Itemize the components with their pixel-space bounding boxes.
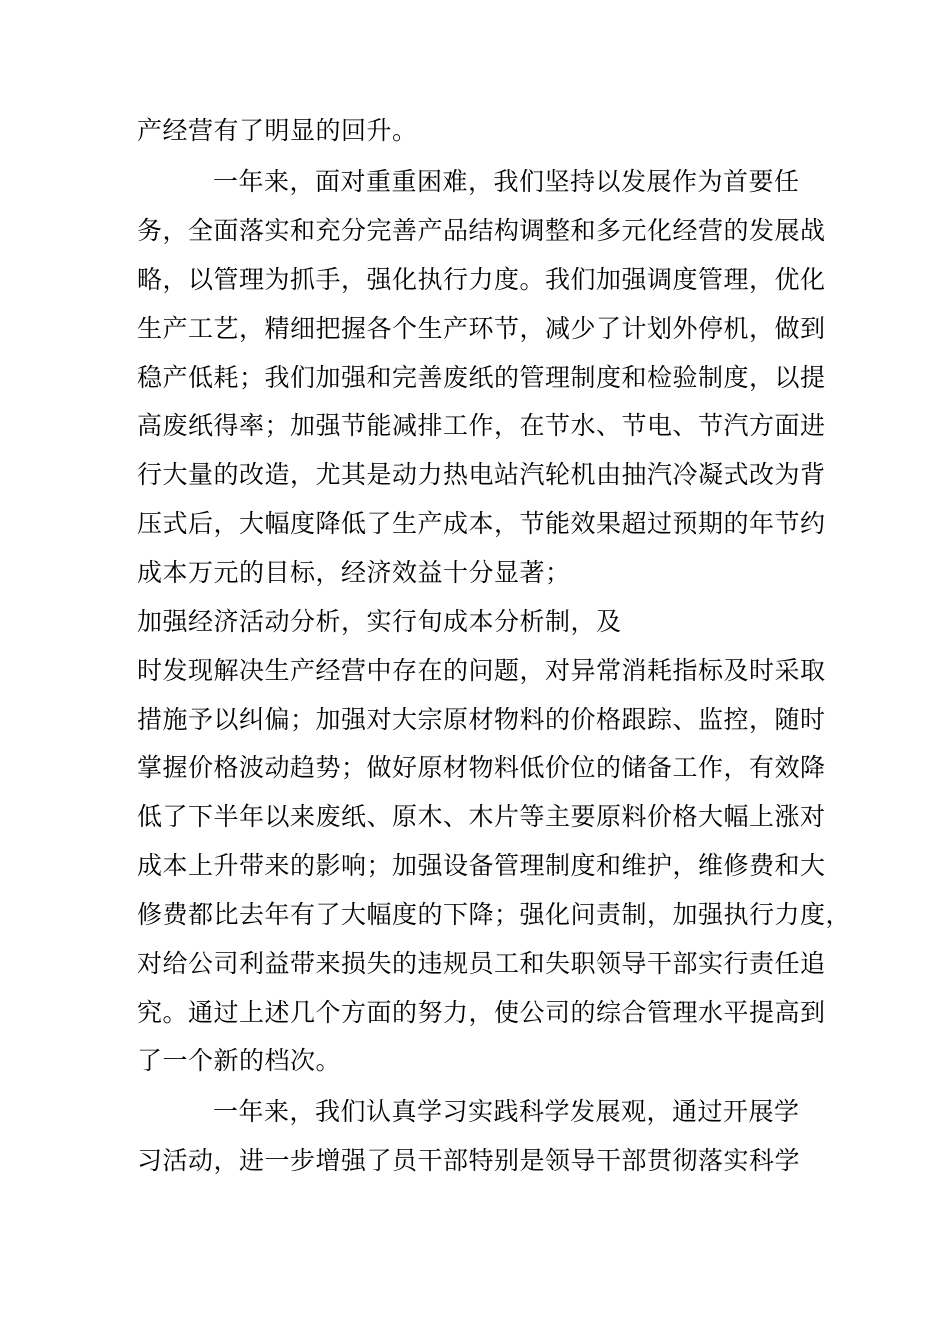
text-line: 低了下半年以来废纸、原木、木片等主要原料价格大幅上涨对 xyxy=(137,802,826,831)
paragraph-first-line: 一年来，面对重重困难，我们坚持以发展作为首要任 xyxy=(213,167,800,196)
text-line: 压式后，大幅度降低了生产成本，节能效果超过预期的年节约 xyxy=(137,509,826,538)
text-line: 生产工艺，精细把握各个生产环节，减少了计划外停机，做到 xyxy=(137,314,826,343)
text-line: 产经营有了明显的回升。 xyxy=(137,116,418,145)
text-line: 究。通过上述几个方面的努力，使公司的综合管理水平提高到 xyxy=(137,998,826,1027)
text-line: 了一个新的档次。 xyxy=(137,1046,342,1075)
text-line: 务，全面落实和充分完善产品结构调整和多元化经营的发展战 xyxy=(137,216,826,245)
text-line: 加强经济活动分析，实行旬成本分析制，及 xyxy=(137,607,622,636)
text-line: 掌握价格波动趋势；做好原材物料低价位的储备工作，有效降 xyxy=(137,753,826,782)
text-line: 措施予以纠偏；加强对大宗原材物料的价格跟踪、监控，随时 xyxy=(137,705,826,734)
text-line: 对给公司利益带来损失的违规员工和失职领导干部实行责任追 xyxy=(137,949,826,978)
text-line: 习活动，进一步增强了员干部特别是领导干部贯彻落实科学 xyxy=(137,1146,801,1175)
text-line: 时发现解决生产经营中存在的问题，对异常消耗指标及时采取 xyxy=(137,656,826,685)
text-line: 行大量的改造，尤其是动力热电站汽轮机由抽汽冷凝式改为背 xyxy=(137,460,826,489)
text-line: 成本上升带来的影响；加强设备管理制度和维护，维修费和大 xyxy=(137,851,826,880)
text-line: 略，以管理为抓手，强化执行力度。我们加强调度管理，优化 xyxy=(137,265,826,294)
text-line: 稳产低耗；我们加强和完善废纸的管理制度和检验制度，以提 xyxy=(137,363,826,392)
paragraph-first-line: 一年来，我们认真学习实践科学发展观，通过开展学 xyxy=(213,1097,800,1126)
text-line: 成本万元的目标，经济效益十分显著； xyxy=(137,558,571,587)
text-line: 修费都比去年有了大幅度的下降；强化问责制，加强执行力度， xyxy=(137,900,852,929)
text-line: 高废纸得率；加强节能减排工作，在节水、节电、节汽方面进 xyxy=(137,411,826,440)
